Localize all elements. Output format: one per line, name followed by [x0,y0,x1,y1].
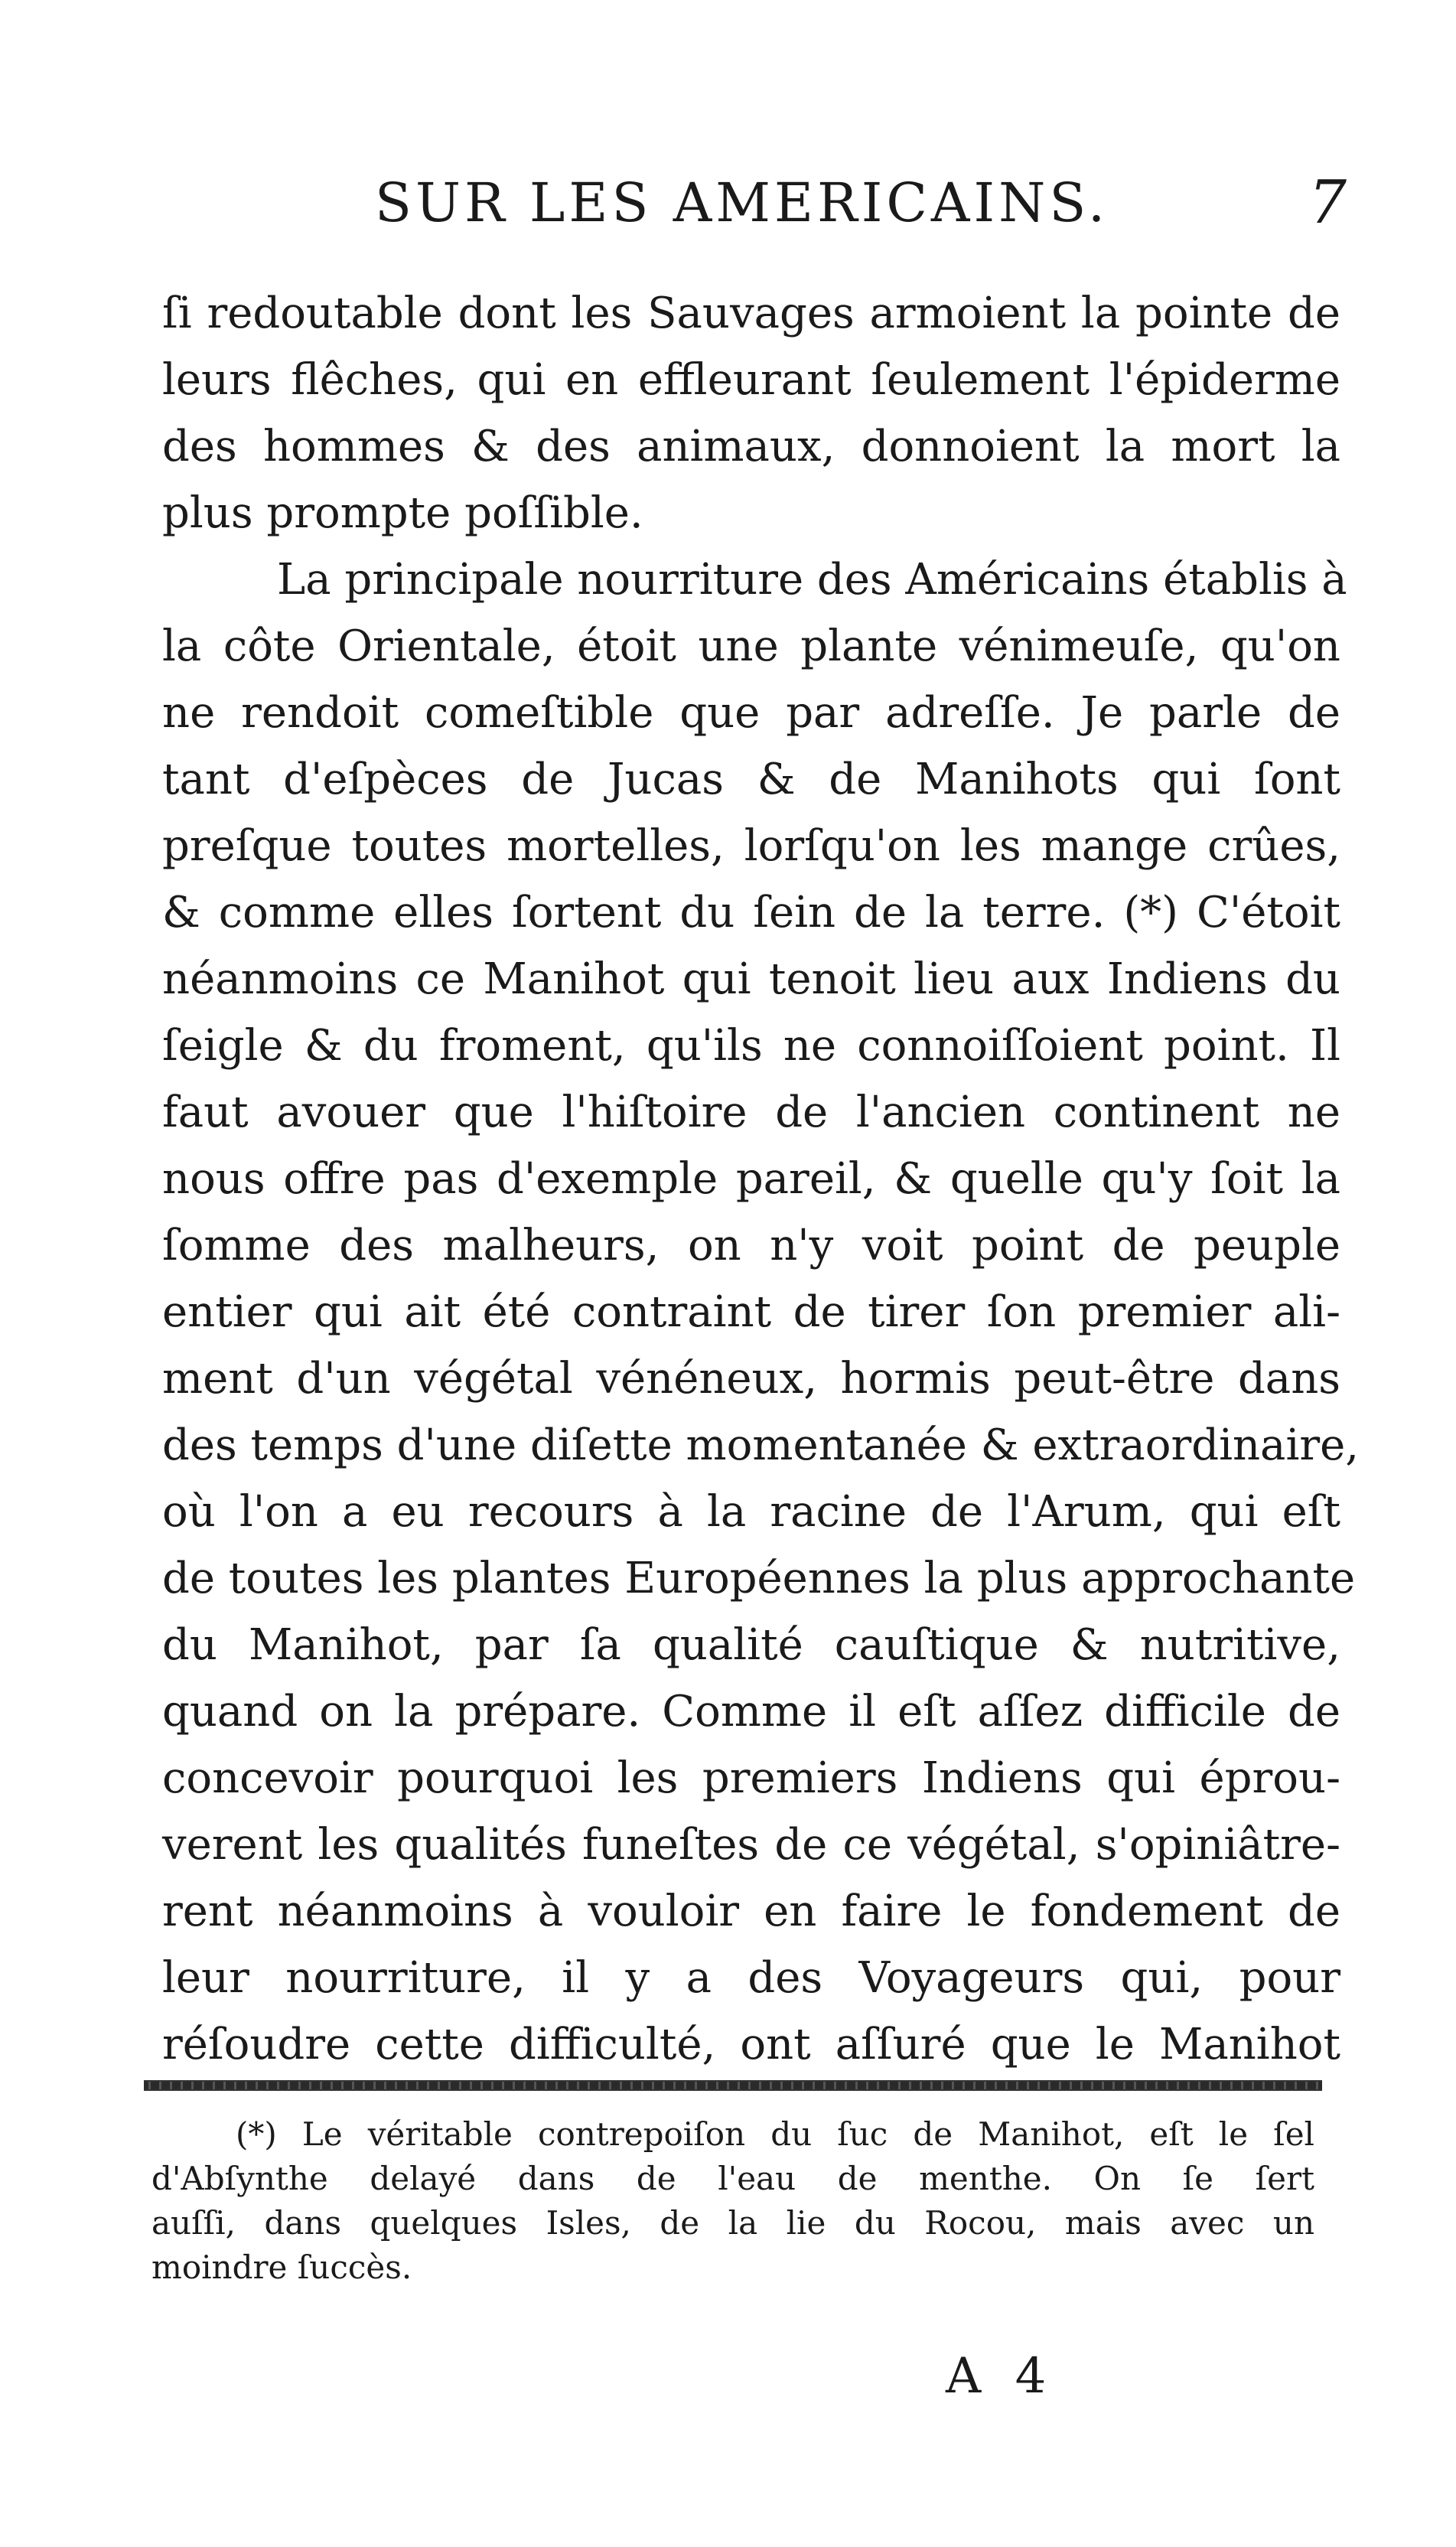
text-line: ment d'un végétal vénéneux, hormis peut-être dans [162,1354,1340,1404]
text-line: & comme elles ſortent du ſein de la terre. (*) C'étoit [162,888,1340,938]
text-line: de toutes les plantes Européennes la plus approchante [162,1554,1356,1603]
text-line: quand on la prépare. Comme il eſt aſſez difficile de [162,1687,1340,1737]
paragraph-start-line: La principale nourriture des Américains établis à [277,555,1347,605]
text-line: néanmoins ce Manihot qui tenoit lieu aux Indiens du [162,954,1340,1004]
text-line: ſomme des malheurs, on n'y voit point de peuple [162,1221,1340,1270]
footnote-line: (*) Le véritable contrepoiſon du ſuc de Manihot, eſt le ſel [236,2115,1314,2153]
text-line: des temps d'une diſette momentanée & extraordinaire, [162,1420,1360,1470]
footnote-separator-rule [144,2080,1322,2091]
text-line: plus prompte poſſible. [162,488,643,538]
page-number: 7 [1308,168,1347,237]
text-line: ſeigle & du froment, qu'ils ne connoiſſoient point. Il [162,1021,1340,1071]
text-line: faut avouer que l'hiſtoire de l'ancien continent ne [162,1088,1340,1137]
text-line: du Manihot, par ſa qualité cauſtique & nutritive, [162,1620,1340,1670]
footnote-line: auſſi, dans quelques Isles, de la lie du Rocou, mais avec un [151,2204,1314,2242]
running-title: SUR LES AMERICAINS. [375,171,1109,234]
footnote [151,2112,1314,2290]
text-line: réſoudre cette difficulté, ont aſſuré que le Manihot [162,2020,1340,2069]
text-line: verent les qualités funeſtes de ce végétal, s'opiniâtre- [162,1820,1340,1870]
text-line: ſi redoutable dont les Sauvages armoient la pointe de [162,289,1340,338]
footnote-line: d'Abſynthe delayé dans de l'eau de menthe. On ſe ſert [151,2160,1314,2197]
text-line: tant d'eſpèces de Jucas & de Manihots qui ſont [162,755,1340,804]
text-line: la côte Orientale, étoit une plante vénimeuſe, qu'on [162,621,1340,671]
text-line: concevoir pourquoi les premiers Indiens qui éprou- [162,1753,1340,1803]
text-line: ne rendoit comeſtible que par adreſſe. Je parle de [162,688,1340,738]
text-line: où l'on a eu recours à la racine de l'Arum, qui eſt [162,1487,1340,1537]
text-line: leur nourriture, il y a des Voyageurs qui, pour [162,1953,1340,2003]
text-line: entier qui ait été contraint de tirer ſon premier ali- [162,1287,1340,1337]
text-line: des hommes & des animaux, donnoient la mort la [162,422,1340,471]
body-text [162,280,1360,2078]
page-header [360,161,1347,245]
text-line: preſque toutes mortelles, lorſqu'on les mange crûes, [162,821,1340,871]
text-line: rent néanmoins à vouloir en faire le fondement de [162,1887,1340,1936]
footnote-line: moindre ſuccès. [151,2249,412,2286]
text-line: leurs flêches, qui en effleurant ſeulement l'épiderme [162,355,1340,405]
signature-mark: A 4 [946,2348,1056,2405]
text-line: nous offre pas d'exemple pareil, & quelle qu'y ſoit la [162,1154,1340,1204]
